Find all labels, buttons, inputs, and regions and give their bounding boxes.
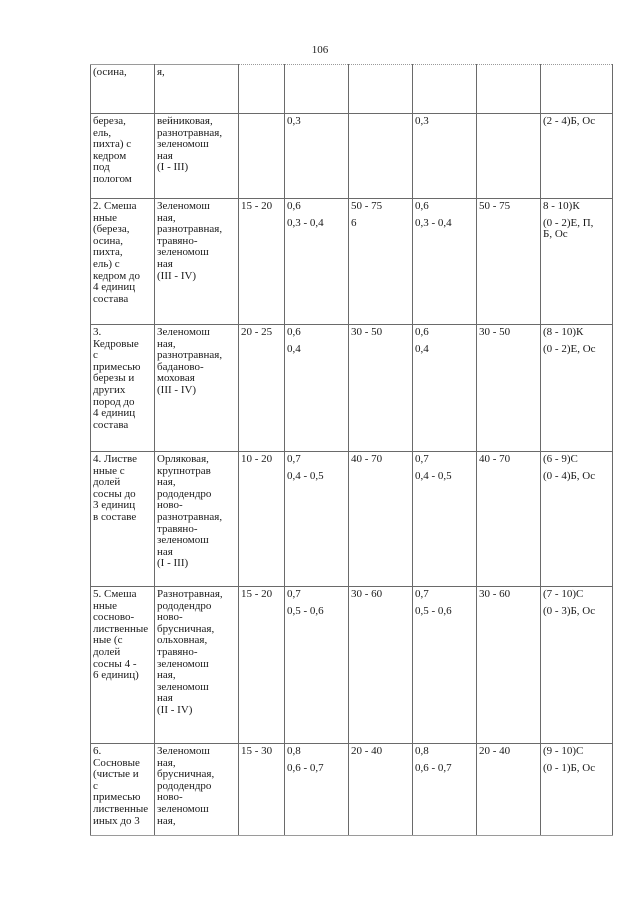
cell-value: 0,8 [415,745,429,757]
cell-value: 0,6 [287,326,301,338]
cell-value: 30 - 60 [351,588,383,600]
cell-value: 30 - 60 [479,588,511,600]
cell-value: 0,6 [415,200,429,212]
grass-type-cell [155,65,239,114]
cell-value: 30 - 50 [351,326,383,338]
cell-value: 0,7 [415,588,429,600]
cell-value: (0 - 3)Б, Ос [543,604,596,617]
composition-cell [541,587,613,744]
count-target-cell [477,199,541,325]
cell-value: (0 - 2)Е, Ос [543,342,596,355]
table-row [91,744,613,836]
cell-text: (осина, [93,66,127,78]
cell-value: (9 - 10)С [543,745,584,757]
cell-value: 0,4 [287,342,301,355]
table-row [91,199,613,325]
density-target-cell [413,587,477,744]
cell-value: 0,6 [287,200,301,212]
cell-value: 10 - 20 [241,453,273,465]
cell-value: 0,3 [415,115,429,127]
cell-value: (0 - 4)Б, Ос [543,469,596,482]
age-cell [239,199,285,325]
cell-value: 0,3 [287,115,301,127]
cell-value: 0,3 - 0,4 [287,216,324,229]
density-current-cell [285,199,349,325]
forest-type-cell [91,114,155,199]
cell-value: 50 - 75 [479,200,511,212]
cell-value: 20 - 40 [351,745,383,757]
density-target-cell [413,65,477,114]
forest-type-cell [91,452,155,587]
composition-cell [541,452,613,587]
density-target-cell [413,744,477,836]
density-current-cell [285,65,349,114]
cell-text: 3. Кедровые с примесью березы и других пород до 4 единиц состава [93,326,141,431]
age-cell [239,114,285,199]
grass-type-cell [155,452,239,587]
count-current-cell [349,587,413,744]
age-cell [239,65,285,114]
grass-type-cell [155,587,239,744]
age-cell [239,587,285,744]
forest-type-cell [91,744,155,836]
grass-type-cell [155,744,239,836]
cell-value: 50 - 75 [351,200,383,212]
count-current-cell [349,114,413,199]
cell-text: 6. Сосновые (чистые и с примесью лиственные иных до 3 [93,745,149,827]
age-cell [239,325,285,452]
cell-value: (0 - 1)Б, Ос [543,761,596,774]
cell-value: 20 - 25 [241,326,273,338]
age-cell [239,744,285,836]
cell-text: я, [157,66,165,78]
count-current-cell [349,452,413,587]
cell-value: (0 - 2)Е, П, Б, Ос [543,216,594,241]
density-current-cell [285,114,349,199]
cell-value: 0,6 [415,326,429,338]
cell-value: (8 - 10)К [543,326,584,338]
count-target-cell [477,325,541,452]
count-target-cell [477,744,541,836]
table-row [91,65,613,114]
table-row [91,114,613,199]
cell-value: 0,3 - 0,4 [415,216,452,229]
forest-type-cell [91,325,155,452]
cell-value: 15 - 30 [241,745,273,757]
cell-value: (7 - 10)С [543,588,584,600]
cell-value: 0,4 [415,342,429,355]
forest-stand-table [90,64,613,836]
age-cell [239,452,285,587]
composition-cell [541,65,613,114]
cell-value: (6 - 9)С [543,453,578,465]
density-target-cell [413,114,477,199]
cell-value: 15 - 20 [241,200,273,212]
cell-value: 0,6 - 0,7 [287,761,324,774]
cell-value: 15 - 20 [241,588,273,600]
cell-value: 0,7 [287,588,301,600]
cell-text: 5. Смеша нные сосново- лиственные ные (с долей сосны 4 - 6 единиц) [93,588,149,682]
grass-type-cell [155,199,239,325]
count-current-cell [349,199,413,325]
cell-text: 2. Смеша нные (береза, осина, пихта, ель) с кедром до 4 единиц состава [93,200,141,305]
table-row [91,452,613,587]
grass-type-cell [155,325,239,452]
cell-value: 0,5 - 0,6 [415,604,452,617]
cell-text: Разнотравная, рододендро ново- брусничная, ольховная, травяно- зеленомош ная, зеленомош ная (II - IV) [157,588,223,716]
cell-text: Зеленомош ная, разнотравная, баданово- моховая (III - IV) [157,326,223,396]
cell-text: вейниковая, разнотравная, зеленомош ная (I - III) [157,115,223,174]
cell-value: 0,6 - 0,7 [415,761,452,774]
count-current-cell [349,65,413,114]
count-current-cell [349,744,413,836]
table-row [91,587,613,744]
composition-cell [541,199,613,325]
cell-value: 8 - 10)К [543,200,580,212]
cell-value: (2 - 4)Б, Ос [543,115,596,127]
page-number: 106 [311,44,329,56]
count-target-cell [477,114,541,199]
cell-value: 0,7 [287,453,301,465]
cell-value: 0,5 - 0,6 [287,604,324,617]
cell-value: 0,8 [287,745,301,757]
composition-cell [541,114,613,199]
density-current-cell [285,452,349,587]
cell-value: 6 [351,216,357,229]
density-target-cell [413,199,477,325]
cell-value: 30 - 50 [479,326,511,338]
density-target-cell [413,452,477,587]
cell-value: 40 - 70 [479,453,511,465]
density-current-cell [285,587,349,744]
cell-text: 4. Листве нные с долей сосны до 3 единиц в составе [93,453,138,523]
count-target-cell [477,65,541,114]
count-current-cell [349,325,413,452]
cell-value: 0,4 - 0,5 [287,469,324,482]
count-target-cell [477,452,541,587]
cell-text: Зеленомош ная, брусничная, рододендро ново- зеленомош ная, [157,745,215,827]
density-target-cell [413,325,477,452]
cell-value: 0,4 - 0,5 [415,469,452,482]
forest-type-cell [91,199,155,325]
forest-type-cell [91,65,155,114]
cell-value: 20 - 40 [479,745,511,757]
cell-text: Зеленомош ная, разнотравная, травяно- зеленомош ная (III - IV) [157,200,223,282]
cell-text: береза, ель, пихта) с кедром под пологом [93,115,132,185]
cell-text: Орляковая, крупнотрав ная, рододендро ново- разнотравная, травяно- зеленомош ная (I - III) [157,453,223,570]
table-row [91,325,613,452]
composition-cell [541,744,613,836]
density-current-cell [285,744,349,836]
density-current-cell [285,325,349,452]
cell-value: 0,7 [415,453,429,465]
composition-cell [541,325,613,452]
forest-type-cell [91,587,155,744]
grass-type-cell [155,114,239,199]
count-target-cell [477,587,541,744]
cell-value: 40 - 70 [351,453,383,465]
